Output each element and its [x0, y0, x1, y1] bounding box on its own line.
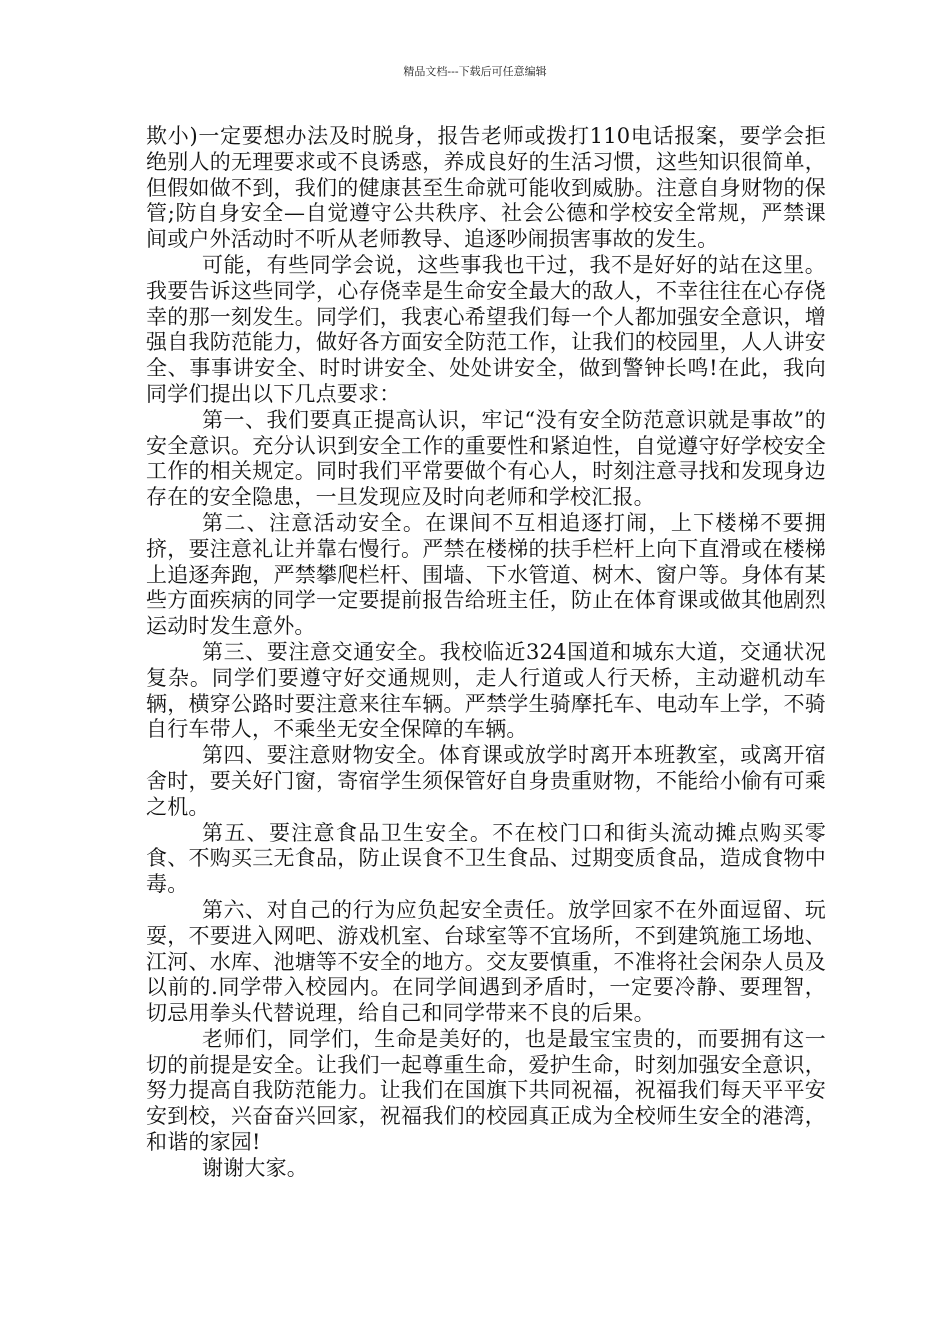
paragraph-5: 第三、要注意交通安全。我校临近324国道和城东大道，交通状况复杂。同学们要遵守好交通规则，走人行道或人行天桥，主动避机动车辆，横穿公路时要注意来往车辆。严禁学生骑摩托车、电动车上学，不骑自行车带人，不乘坐无安全保障的车辆。 [146, 639, 826, 742]
paragraph-4: 第二、注意活动安全。在课间不互相追逐打闹，上下楼梯不要拥挤，要注意礼让并靠右慢行。严禁在楼梯的扶手栏杆上向下直滑或在楼梯上追逐奔跑，严禁攀爬栏杆、围墙、下水管道、树木、窗户等。身体有某些方面疾病的同学一定要提前报告给班主任，防止在体育课或做其他剧烈运动时发生意外。 [146, 510, 826, 639]
paragraph-1: 欺小)一定要想办法及时脱身，报告老师或拨打110电话报案，要学会拒绝别人的无理要求或不良诱惑，养成良好的生活习惯，这些知识很简单，但假如做不到，我们的健康甚至生命就可能收到威胁。注意自身财物的保管;防自身安全—自觉遵守公共秩序、社会公德和学校安全常规，严禁课间或户外活动时不听从老师教导、追逐吵闹损害事故的发生。 [146, 124, 826, 252]
page-header: 精品文档---下载后可任意编辑 [403, 65, 547, 78]
paragraph-9: 老师们，同学们，生命是美好的，也是最宝宝贵的，而要拥有这一切的前提是安全。让我们一起尊重生命，爱护生命，时刻加强安全意识，努力提高自我防范能力。让我们在国旗下共同祝福，祝福我们每天平平安安到校，兴奋奋兴回家，祝福我们的校园真正成为全校师生安全的港湾，和谐的家园! [146, 1026, 826, 1155]
paragraph-2: 可能，有些同学会说，这些事我也干过，我不是好好的站在这里。我要告诉这些同学，心存侥幸是生命安全最大的敌人，不幸往往在心存侥幸的那一刻发生。同学们，我衷心希望我们每一个人都加强安全意识，增强自我防范能力，做好各方面安全防范工作，让我们的校园里，人人讲安全、事事讲安全、时时讲安全、处处讲安全，做到警钟长鸣!在此，我向同学们提出以下几点要求： [146, 252, 826, 406]
paragraph-7: 第五、要注意食品卫生安全。不在校门口和街头流动摊点购买零食、不购买三无食品，防止误食不卫生食品、过期变质食品，造成食物中毒。 [146, 820, 826, 897]
paragraph-6: 第四、要注意财物安全。体育课或放学时离开本班教室，或离开宿舍时，要关好门窗，寄宿学生须保管好自身贵重财物，不能给小偷有可乘之机。 [146, 743, 826, 819]
paragraph-8: 第六、对自己的行为应负起安全责任。放学回家不在外面逗留、玩耍，不要进入网吧、游戏机室、台球室等不宜场所，不到建筑施工场地、江河、水库、池塘等不安全的地方。交友要慎重，不准将社会闲杂人员及以前的.同学带入校园内。在同学间遇到矛盾时，一定要冷静、要理智，切忌用拳头代替说理，给自己和同学带来不良的后果。 [146, 897, 826, 1026]
document-body [146, 124, 826, 1182]
paragraph-3: 第一、我们要真正提高认识，牢记“没有安全防范意识就是事故”的安全意识。充分认识到安全工作的重要性和紧迫性，自觉遵守好学校安全工作的相关规定。同时我们平常要做个有心人，时刻注意寻找和发现身边存在的安全隐患，一旦发现应及时向老师和学校汇报。 [146, 407, 826, 510]
paragraph-10: 谢谢大家。 [202, 1155, 308, 1180]
